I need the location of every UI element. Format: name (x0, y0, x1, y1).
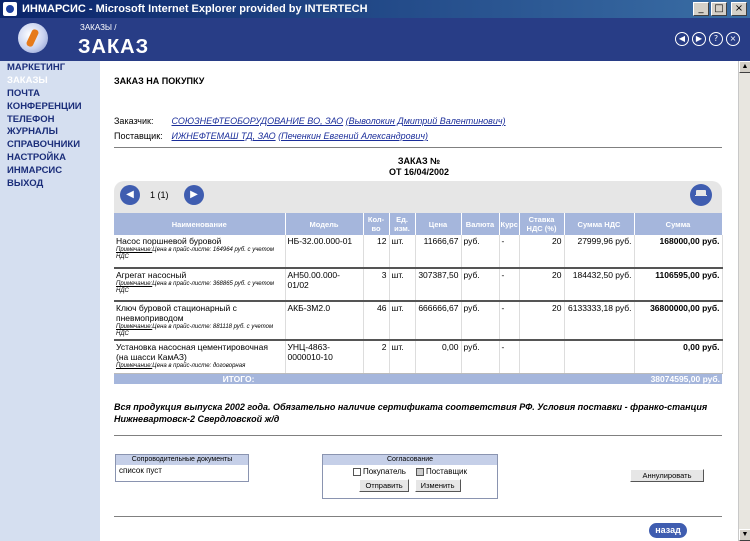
order-items-table (114, 213, 723, 384)
send-button[interactable]: Отправить (359, 479, 408, 492)
forward-icon[interactable]: ▶ (692, 32, 706, 46)
item-unit: шт. (389, 268, 415, 301)
annul-button[interactable]: Аннулировать (630, 469, 704, 482)
approval-title: Согласование (323, 455, 497, 465)
col-currency-header[interactable]: Валюта (461, 213, 499, 235)
item-vat-rate (519, 340, 564, 373)
close-window-icon[interactable]: × (731, 2, 747, 16)
item-note (116, 363, 283, 370)
item-note (116, 324, 283, 338)
item-name-cell (114, 268, 285, 301)
customer-line (114, 116, 506, 126)
order-number: ЗАКАЗ № (397, 156, 441, 166)
col-qty-header[interactable]: Кол-во (363, 213, 389, 235)
item-sum: 36800000,00 руб. (634, 301, 722, 340)
window-titlebar[interactable] (0, 0, 750, 18)
close-icon[interactable]: × (726, 32, 740, 46)
approval-buttons (323, 479, 497, 492)
sidebar-item-exit[interactable]: ВЫХОД (7, 178, 44, 190)
item-rate: - (499, 268, 519, 301)
buyer-checkbox[interactable] (353, 468, 361, 476)
col-vat-rate-header[interactable]: Ставка НДС (%) (519, 213, 564, 235)
next-page-icon[interactable]: ▶ (184, 185, 204, 205)
item-vat-sum: 27999,96 руб. (564, 235, 634, 268)
table-row (114, 301, 722, 340)
item-model: УНЦ-4863-0000010-10 (285, 340, 363, 373)
item-currency: руб. (461, 301, 499, 340)
table-row (114, 268, 722, 301)
breadcrumb[interactable]: ЗАКАЗЫ / (80, 23, 117, 32)
col-model-header[interactable]: Модель (285, 213, 363, 235)
sidebar-item-orders[interactable]: ЗАКАЗЫ (7, 74, 48, 86)
item-name-cell (114, 301, 285, 340)
table-header-row (114, 213, 722, 235)
item-unit: шт. (389, 340, 415, 373)
supplier-checkbox (416, 468, 424, 476)
table-row (114, 340, 722, 373)
delivery-terms: Вся продукция выпуска 2002 года. Обязательно наличие сертификата соответствия РФ. Условия поставки - франко-станция Нижневартовск-2 Свердловской ж/д (114, 402, 708, 424)
page-indicator: 1 (1) (150, 190, 169, 200)
page-title: ЗАКАЗ (78, 36, 150, 58)
pager-bar (114, 181, 722, 213)
documents-value[interactable]: список пуст (119, 466, 162, 475)
col-vat-sum-header[interactable]: Сумма НДС (564, 213, 634, 235)
customer-label: Заказчик: (114, 116, 154, 126)
item-vat-rate: 20 (519, 235, 564, 268)
note-label: Примечание: (116, 324, 153, 330)
item-name: Ключ буровой стационарный с пневмоприводом (116, 303, 237, 323)
item-model: НБ-32.00.000-01 (285, 235, 363, 268)
item-sum: 0,00 руб. (634, 340, 722, 373)
back-icon[interactable]: ◀ (675, 32, 689, 46)
sidebar (0, 61, 100, 541)
item-note (116, 247, 283, 261)
supplier-approval (416, 467, 467, 476)
main-content (100, 61, 738, 541)
item-model: АКБ-3М2.0 (285, 301, 363, 340)
item-vat-sum: 6133333,18 руб. (564, 301, 634, 340)
sidebar-item-conferences[interactable]: КОНФЕРЕНЦИИ (7, 100, 82, 112)
item-qty: 2 (363, 340, 389, 373)
col-rate-header[interactable]: Курс (499, 213, 519, 235)
customer-name-link[interactable]: СОЮЗНЕФТЕОБОРУДОВАНИЕ ВО, ЗАО (171, 116, 344, 126)
item-model: АН50.00.000-01/02 (285, 268, 363, 301)
item-price: 0,00 (415, 340, 461, 373)
item-currency: руб. (461, 340, 499, 373)
scroll-down-icon[interactable]: ▼ (739, 529, 750, 541)
note-text: Цена в прайс-листе: договорная (152, 363, 246, 369)
item-currency: руб. (461, 268, 499, 301)
app-icon (3, 2, 17, 16)
sidebar-item-marketing[interactable]: МАРКЕТИНГ (7, 62, 66, 73)
window-controls (693, 2, 747, 16)
note-label: Примечание: (116, 281, 153, 287)
item-rate: - (499, 235, 519, 268)
vertical-scrollbar[interactable] (738, 61, 750, 541)
col-name-header[interactable]: Наименование (114, 213, 285, 235)
back-button[interactable]: назад (649, 523, 687, 538)
col-unit-header[interactable]: Ед. изм. (389, 213, 415, 235)
note-text: Цена в прайс-листе: 881118 руб. с учетом НДС (116, 324, 274, 337)
item-name-cell (114, 235, 285, 268)
prev-page-icon[interactable]: ◀ (120, 185, 140, 205)
inmarsis-logo-icon[interactable] (18, 23, 48, 53)
supplier-line (114, 131, 428, 141)
item-unit: шт. (389, 235, 415, 268)
col-sum-header[interactable]: Сумма (634, 213, 722, 235)
print-icon[interactable] (690, 184, 712, 206)
sidebar-item-mail[interactable]: ПОЧТА (7, 87, 40, 99)
scroll-up-icon[interactable]: ▲ (739, 61, 750, 73)
total-row (114, 373, 722, 384)
edit-button[interactable]: Изменить (415, 479, 461, 492)
item-rate: - (499, 301, 519, 340)
documents-box (115, 454, 249, 482)
item-sum: 1106595,00 руб. (634, 268, 722, 301)
sidebar-item-settings[interactable]: НАСТРОЙКА (7, 152, 66, 164)
supplier-name-link[interactable]: ИЖНЕФТЕМАШ ТД, ЗАО (171, 131, 276, 141)
item-vat-rate: 20 (519, 301, 564, 340)
divider (114, 516, 722, 517)
supplier-label: Поставщик: (114, 131, 163, 141)
customer-contact-link[interactable]: (Выволокин Дмитрий Валентинович) (345, 116, 506, 126)
header-icons (675, 32, 740, 46)
item-qty: 12 (363, 235, 389, 268)
item-vat-sum (564, 340, 634, 373)
note-label: Примечание: (116, 247, 153, 253)
buyer-approval[interactable] (353, 467, 406, 476)
window-title: ИНМАРСИС - Microsoft Internet Explorer provided by INTERTECH (22, 3, 368, 15)
sidebar-item-inmarsis[interactable]: ИНМАРСИС (7, 165, 63, 177)
divider (114, 435, 722, 436)
item-name: Насос поршневой буровой (116, 236, 222, 246)
divider (114, 147, 722, 148)
supplier-contact-link[interactable]: (Печенкин Евгений Александрович) (278, 131, 429, 141)
table-row (114, 235, 722, 268)
documents-title: Сопроводительные документы (116, 455, 248, 465)
buyer-label: Покупатель (362, 467, 406, 476)
col-price-header[interactable]: Цена (415, 213, 461, 235)
supplier-approval-label: Поставщик (425, 467, 468, 476)
note-text: Цена в прайс-листе: 164964 руб. с учетом НДС (116, 247, 274, 260)
help-icon[interactable]: ? (709, 32, 723, 46)
note-label: Примечание: (116, 363, 153, 369)
sidebar-item-phone[interactable]: ТЕЛЕФОН (7, 113, 55, 125)
site-header (0, 18, 750, 61)
item-sum: 168000,00 руб. (634, 235, 722, 268)
order-title: ЗАКАЗ НА ПОКУПКУ (114, 76, 205, 86)
total-label: ИТОГО: (114, 373, 363, 384)
item-name: Агрегат насосный (116, 270, 187, 280)
item-vat-sum: 184432,50 руб. (564, 268, 634, 301)
item-currency: руб. (461, 235, 499, 268)
item-name-cell (114, 340, 285, 373)
maximize-icon[interactable]: □ (711, 2, 727, 16)
minimize-icon[interactable]: _ (693, 2, 709, 16)
item-unit: шт. (389, 301, 415, 340)
item-qty: 3 (363, 268, 389, 301)
total-value: 38074595,00 руб. (363, 373, 722, 384)
approval-box (322, 454, 498, 499)
item-note (116, 281, 283, 295)
note-text: Цена в прайс-листе: 368865 руб. с учетом НДС (116, 281, 274, 294)
item-price: 307387,50 (415, 268, 461, 301)
item-rate: - (499, 340, 519, 373)
sidebar-item-references[interactable]: СПРАВОЧНИКИ (7, 139, 81, 151)
item-qty: 46 (363, 301, 389, 340)
item-price: 666666,67 (415, 301, 461, 340)
item-vat-rate: 20 (519, 268, 564, 301)
order-date: ОТ 16/04/2002 (388, 167, 450, 177)
item-price: 11666,67 (415, 235, 461, 268)
sidebar-item-journals[interactable]: ЖУРНАЛЫ (7, 126, 58, 138)
item-name: Установка насосная цементировочная (на шасси КамАЗ) (116, 342, 268, 362)
approval-checkboxes (323, 467, 497, 476)
